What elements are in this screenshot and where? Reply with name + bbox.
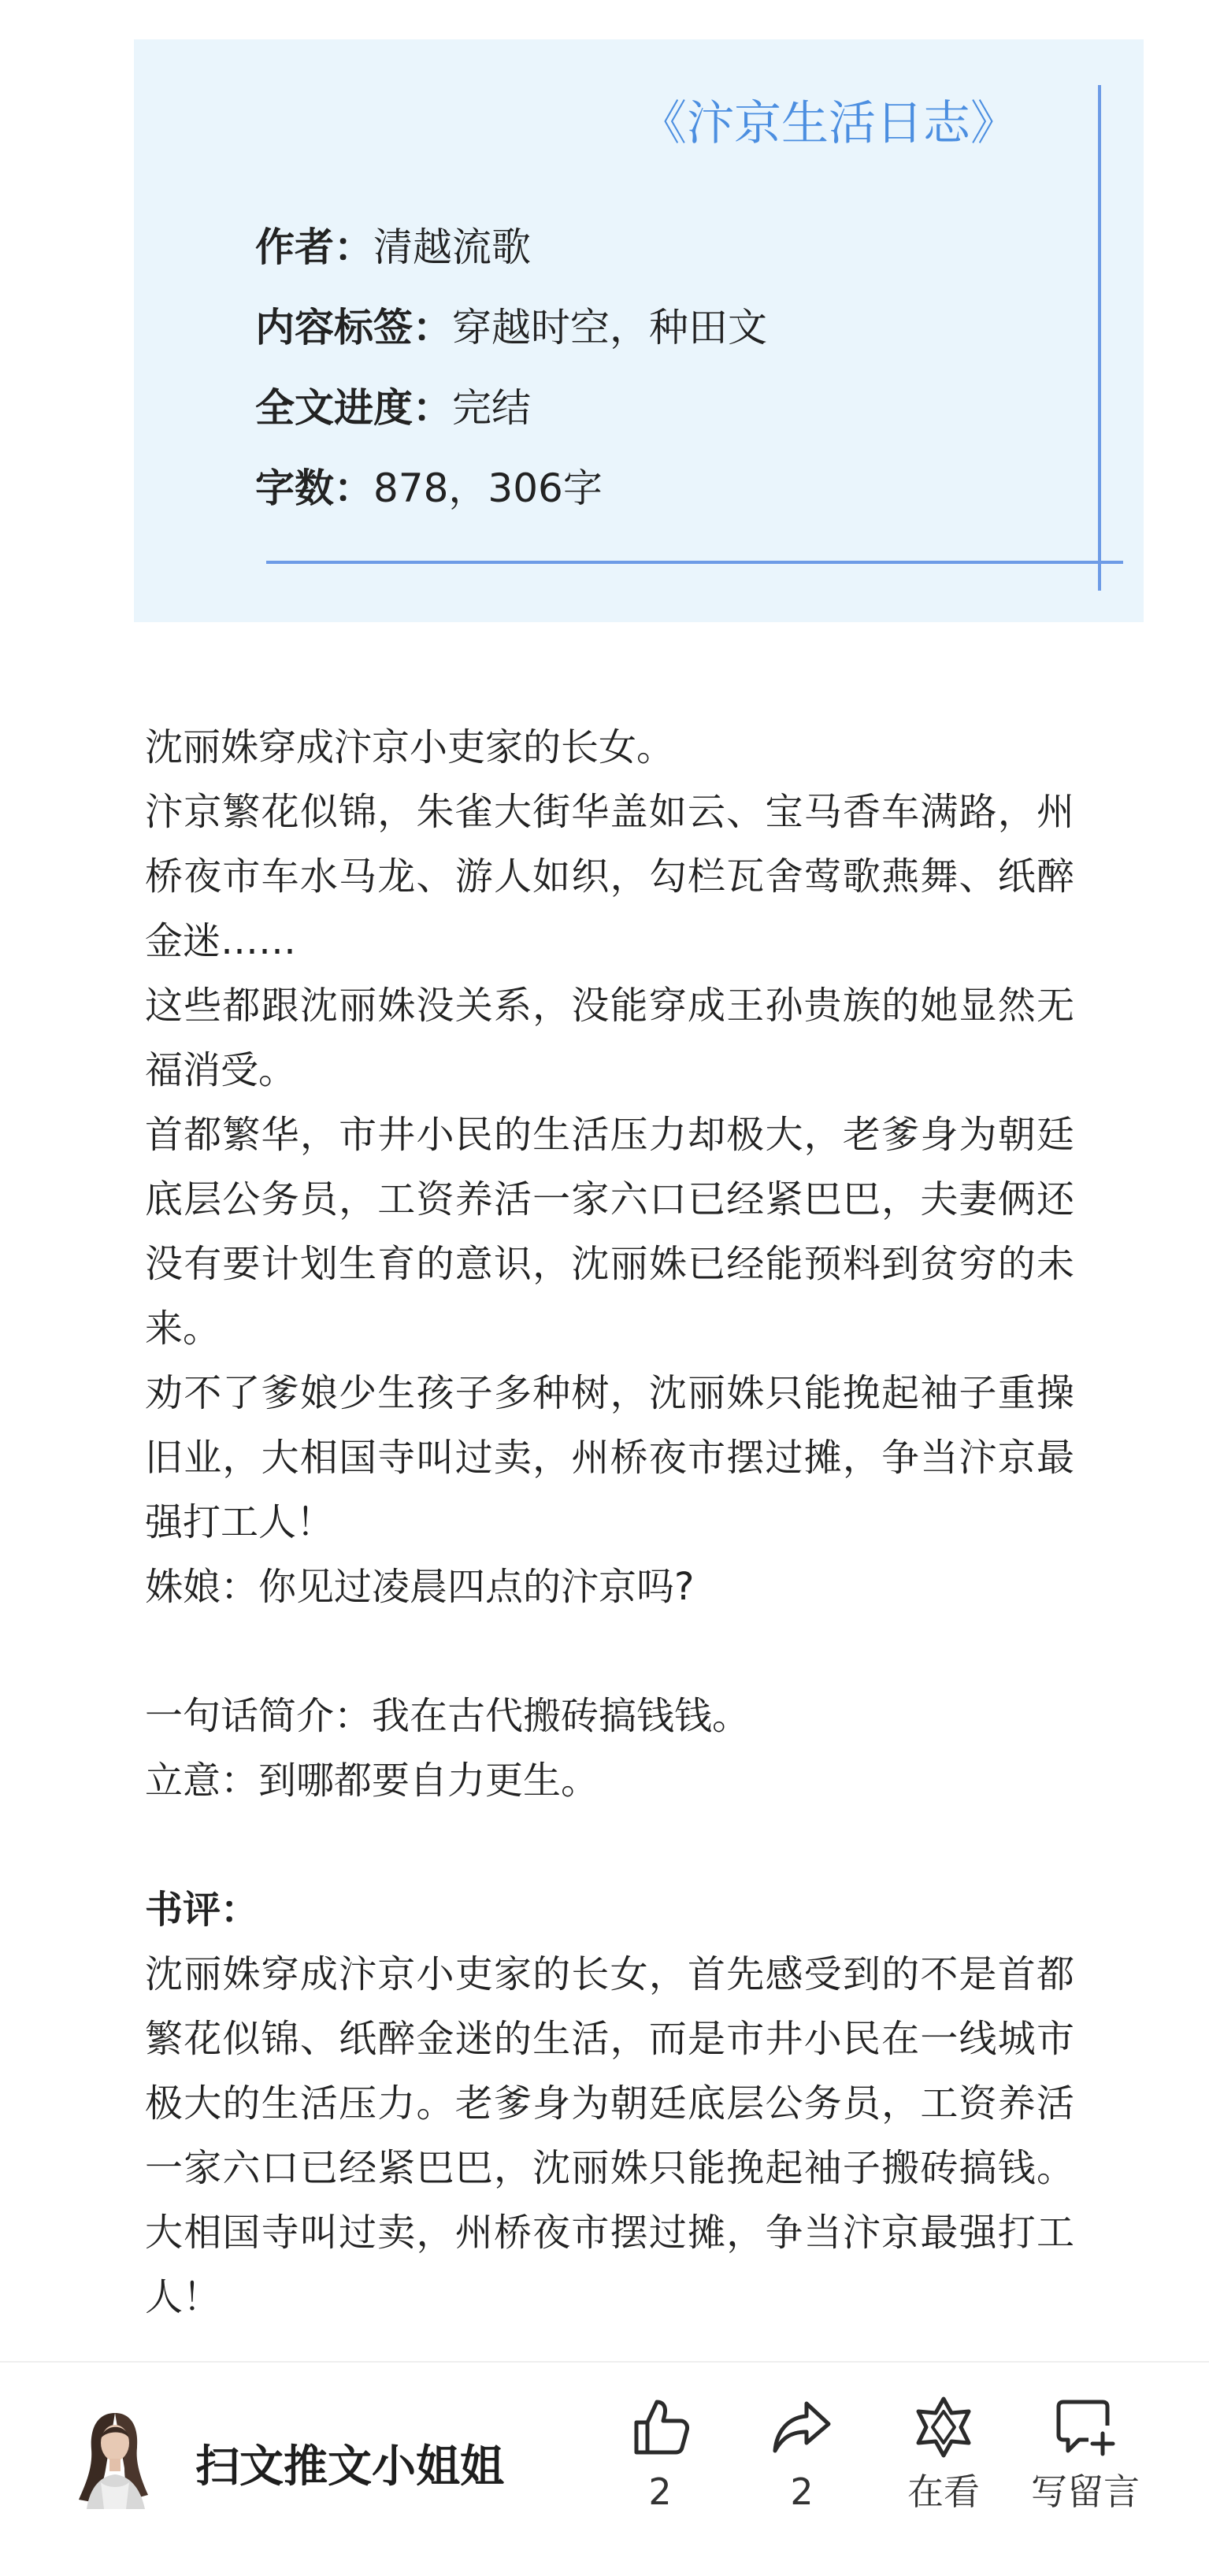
- synopsis-paragraph: 汴京繁花似锦，朱雀大街华盖如云、宝马香车满路，州桥夜市车水马龙、游人如织，勾栏瓦舍莺歌燕舞、纸醉金迷……: [145, 790, 1074, 963]
- share-count: 2: [790, 2470, 814, 2513]
- like-count: 2: [648, 2470, 672, 2513]
- meta-progress-label: 全文进度：: [255, 385, 452, 431]
- write-comment-label: 写留言: [1031, 2470, 1140, 2513]
- book-title: 《汴京生活日志》: [640, 96, 1018, 151]
- meta-word-count-label: 字数：: [255, 465, 373, 511]
- write-comment-button[interactable]: [1014, 2394, 1156, 2552]
- card-vertical-line: [1098, 85, 1101, 591]
- one-line-summary: 一句话简介：我在古代搬砖搞钱钱。: [145, 1694, 751, 1738]
- meta-tags: [255, 302, 767, 354]
- review-body: 沈丽姝穿成汴京小吏家的长女，首先感受到的不是首都繁花似锦、纸醉金迷的生活，而是市井小民在一线城市极大的生活压力。老爹身为朝廷底层公务员，工资养活一家六口已经紧巴巴，沈丽姝只能挽起袖子搬砖搞钱。大相国寺叫过卖，州桥夜市摆过摊，争当汴京最强打工人！: [145, 1952, 1074, 2319]
- paragraph-spacer: [145, 1813, 1074, 1877]
- synopsis-paragraph: 姝娘：你见过凌晨四点的汴京吗?: [145, 1565, 695, 1609]
- like-button[interactable]: [589, 2394, 731, 2552]
- wow-button[interactable]: [873, 2394, 1014, 2552]
- article-body: [145, 715, 1074, 2330]
- meta-progress: [255, 383, 531, 434]
- meta-author-value: 清越流歌: [373, 224, 531, 270]
- meta-author: [255, 222, 531, 273]
- synopsis-paragraph: 劝不了爹娘少生孩子多种树，沈丽姝只能挽起袖子重操旧业，大相国寺叫过卖，州桥夜市摆过摊，争当汴京最强打工人！: [145, 1371, 1074, 1544]
- meta-tags-value: 穿越时空，种田文: [452, 305, 767, 350]
- avatar-portrait-icon: [69, 2407, 158, 2509]
- paragraph-spacer: [145, 1619, 1074, 1684]
- meta-word-count: [255, 463, 603, 514]
- synopsis-paragraph: 这些都跟沈丽姝没关系，没能穿成王孙贵族的她显然无福消受。: [145, 984, 1074, 1092]
- synopsis-paragraph: 沈丽姝穿成汴京小吏家的长女。: [145, 725, 675, 769]
- review-heading: 书评：: [145, 1888, 259, 1932]
- meta-author-label: 作者：: [255, 224, 373, 270]
- share-arrow-icon: [769, 2394, 835, 2460]
- meta-word-count-value: 878，306字: [373, 465, 603, 511]
- card-horizontal-line: [266, 561, 1123, 564]
- meta-progress-value: 完结: [452, 385, 531, 431]
- meta-tags-label: 内容标签：: [255, 305, 452, 350]
- comment-plus-icon: [1052, 2394, 1118, 2460]
- share-button[interactable]: [731, 2394, 873, 2552]
- book-info-card: [134, 39, 1144, 622]
- account-name[interactable]: 扫文推文小姐姐: [195, 2441, 504, 2493]
- wow-label: 在看: [907, 2470, 980, 2513]
- theme-line: 立意：到哪都要自力更生。: [145, 1759, 599, 1803]
- bottom-action-bar: [0, 2363, 1209, 2576]
- thumbs-up-icon: [627, 2394, 693, 2460]
- wow-star-icon: [910, 2394, 977, 2460]
- synopsis-paragraph: 首都繁华，市井小民的生活压力却极大，老爹身为朝廷底层公务员，工资养活一家六口已经紧巴巴，夫妻俩还没有要计划生育的意识，沈丽姝已经能预料到贫穷的未来。: [145, 1113, 1074, 1351]
- account-avatar[interactable]: [69, 2407, 158, 2509]
